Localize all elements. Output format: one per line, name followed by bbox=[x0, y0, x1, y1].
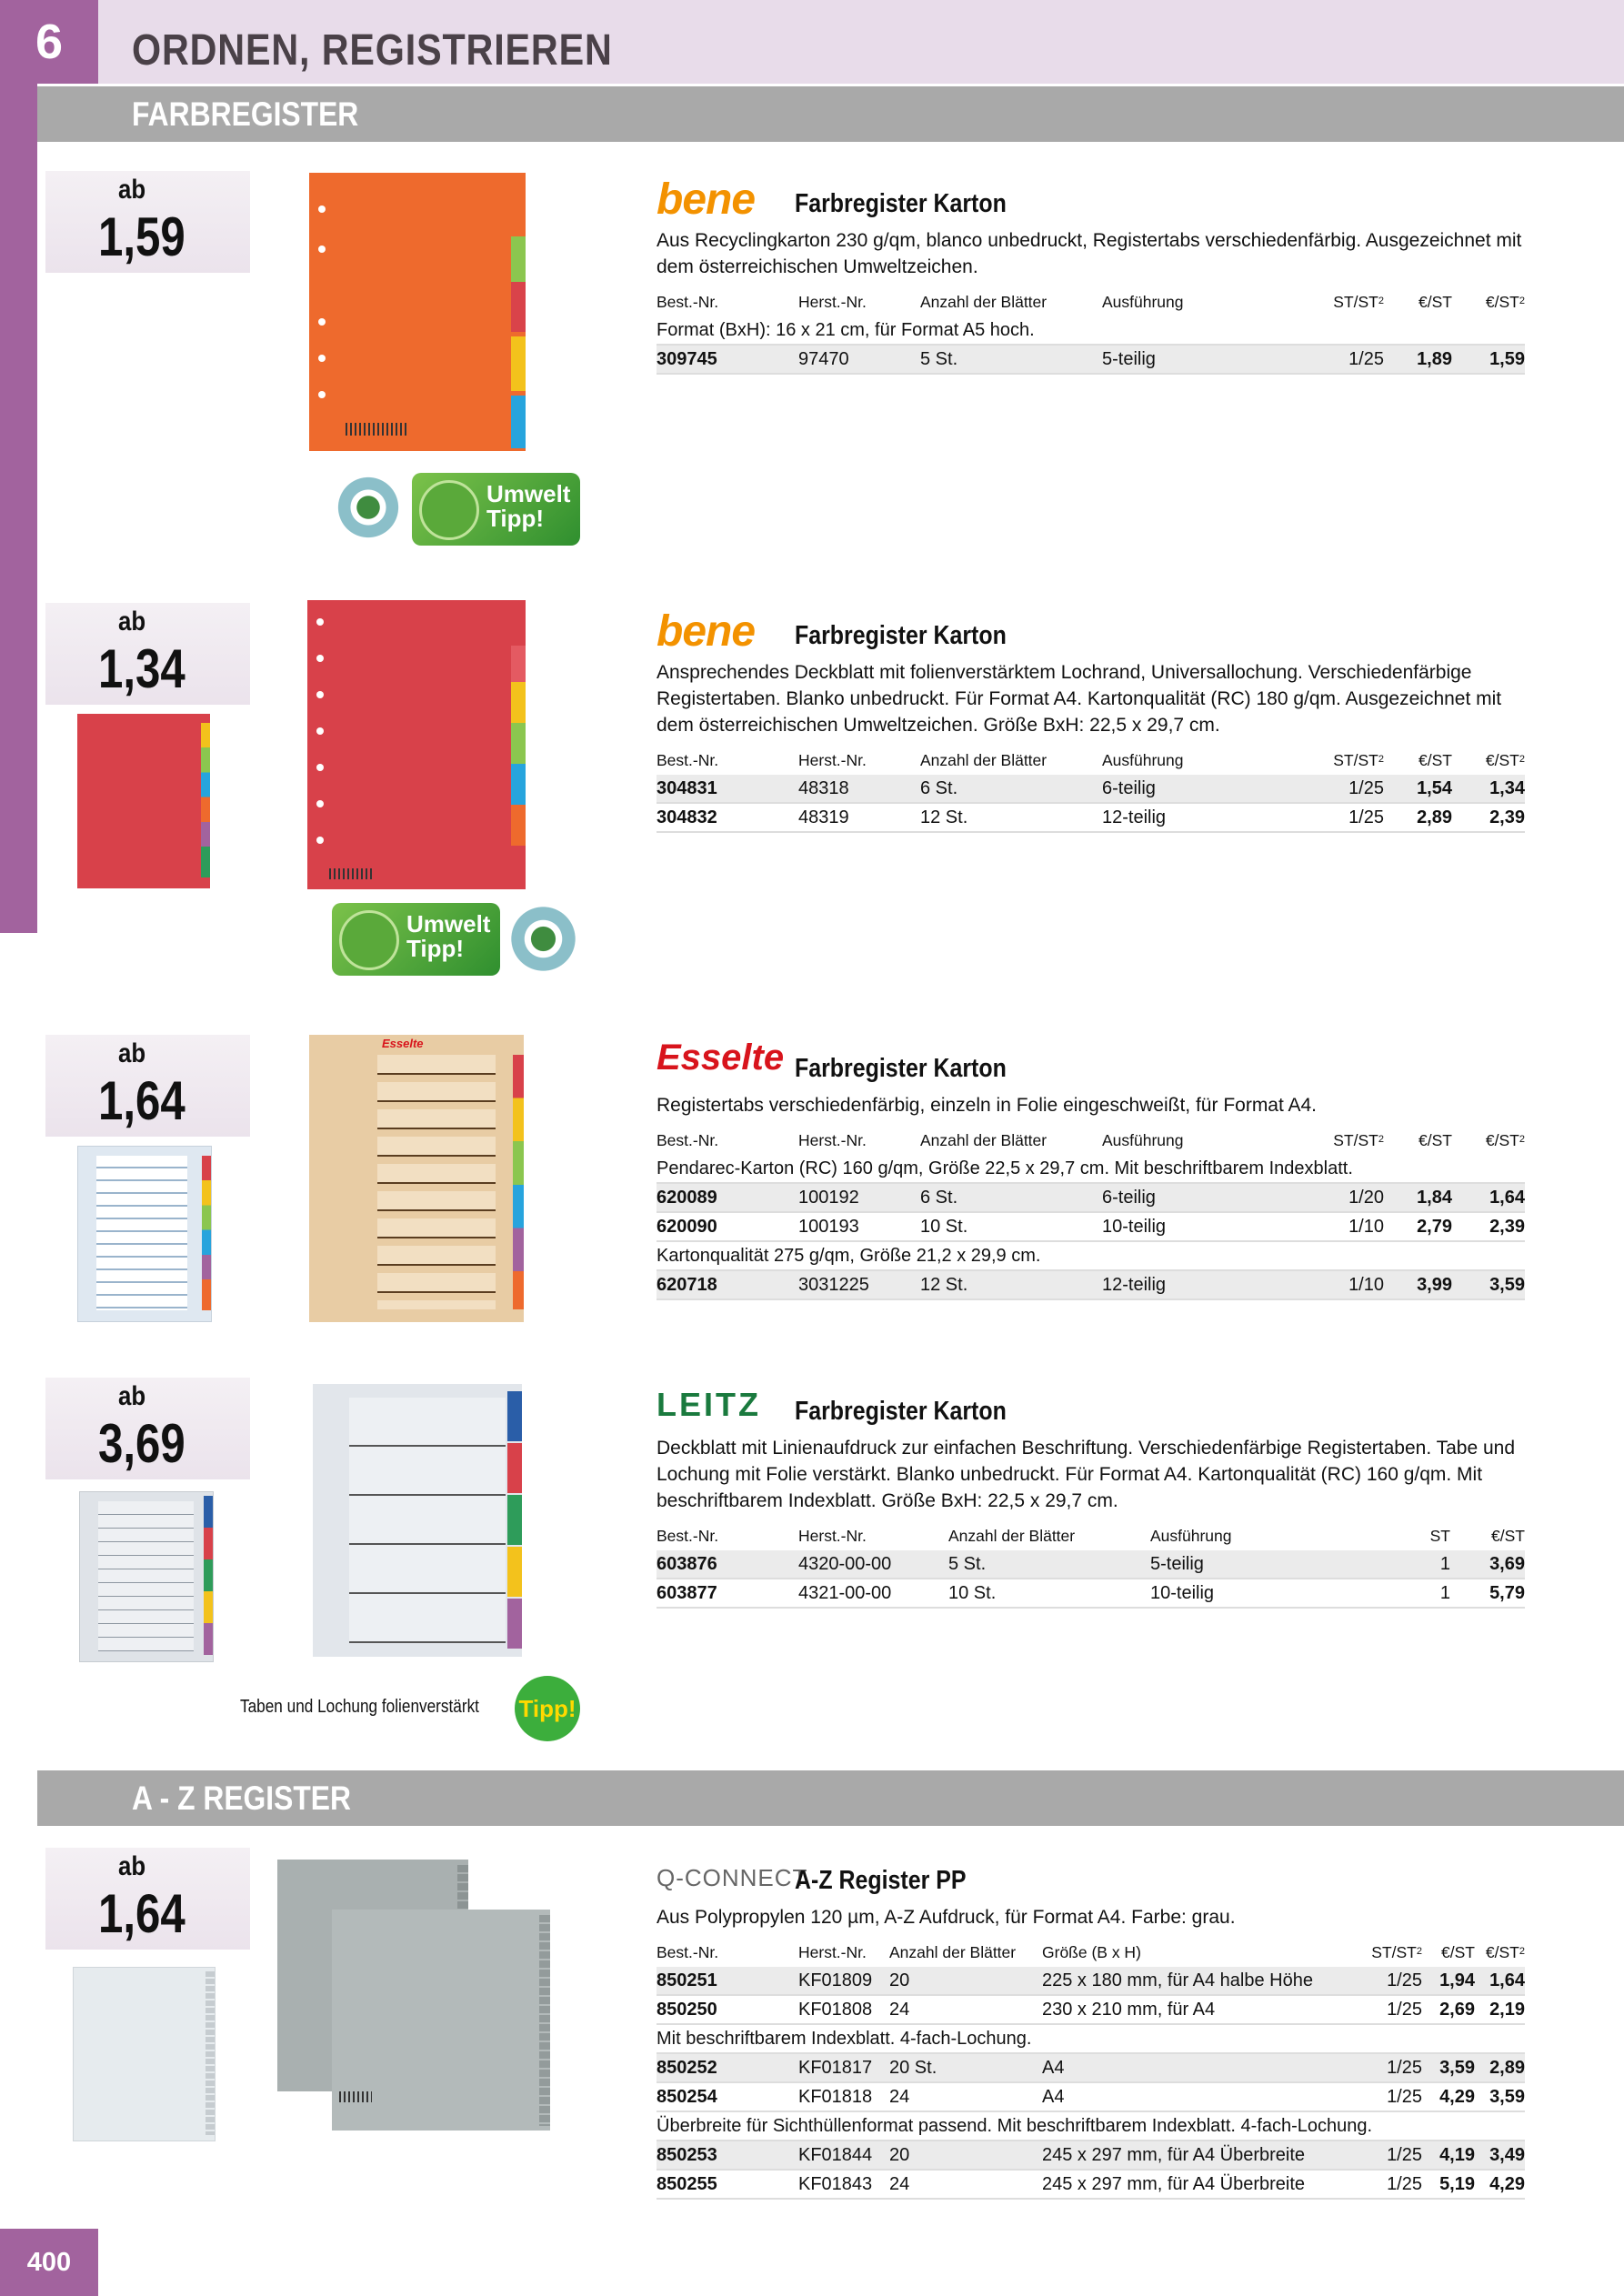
product-description: Ansprechendes Deckblatt mit folienverstärktem Lochrand, Universallochung. Verschiedenfärbige Registertaben. Blanko unbedruckt. Für Format A4. Kartonqualität (RC) 180 g/qm. Ausgezeichnet mit dem österreichischen Umweltzeichen. Größe BxH: 22,5 x 29,7 cm. bbox=[657, 662, 1502, 736]
price-box bbox=[45, 1848, 250, 1950]
table-note: Mit beschriftbarem Indexblatt. 4-fach-Lochung. bbox=[657, 2024, 1525, 2053]
product-table bbox=[657, 1521, 1525, 1609]
badge-text: Umwelt Tipp! bbox=[406, 910, 491, 962]
price-value: 1,34 bbox=[98, 638, 185, 699]
table-row: 620089 100192 6 St. 6-teilig 1/20 1,84 1,64 bbox=[657, 1183, 1525, 1212]
price-box bbox=[45, 1035, 250, 1137]
product-block bbox=[657, 601, 1525, 833]
table-row: 304832 48319 12 St. 12-teilig 1/25 2,89 2,39 bbox=[657, 803, 1525, 832]
table-header: Best.-Nr. Herst.-Nr. Anzahl der Blätter Ausführung $ST/ST^2$ €/ST $€/ST^2$ bbox=[657, 292, 1525, 311]
price-box bbox=[45, 171, 250, 273]
product-block bbox=[657, 1377, 1525, 1609]
price-box bbox=[45, 1378, 250, 1479]
check-icon bbox=[419, 480, 479, 540]
table-row: 603877 4321-00-00 10 St. 10-teilig 1 5,79 bbox=[657, 1579, 1525, 1608]
product-table bbox=[657, 287, 1525, 375]
product-table bbox=[657, 746, 1525, 833]
table-row: 309745 97470 5 St. 5-teilig 1/25 1,89 1,59 bbox=[657, 345, 1525, 374]
check-icon bbox=[339, 910, 399, 970]
product-block bbox=[657, 1846, 1525, 2200]
ecolabel-icon bbox=[505, 900, 582, 978]
badge-text: Umwelt Tipp! bbox=[486, 480, 571, 532]
table-row: 850250 KF01808 24 230 x 210 mm, für A4 1/25 2,69 2,19 bbox=[657, 1995, 1525, 2024]
table-row: 304831 48318 6 St. 6-teilig 1/25 1,54 1,34 bbox=[657, 775, 1525, 803]
table-header: Best.-Nr. Herst.-Nr. Anzahl der Blätter Ausführung ST €/ST bbox=[657, 1526, 1525, 1545]
product-image-az-register-back bbox=[332, 1910, 550, 2131]
chapter-title: ORDNEN, REGISTRIEREN bbox=[132, 26, 613, 75]
product-block bbox=[657, 169, 1525, 375]
table-row: 603876 4320-00-00 5 St. 5-teilig 1 3,69 bbox=[657, 1550, 1525, 1579]
product-title: Farbregister Karton bbox=[795, 189, 1007, 218]
price-box bbox=[45, 603, 250, 705]
price-prefix: ab bbox=[118, 1038, 146, 1068]
product-title: Farbregister Karton bbox=[795, 1054, 1007, 1083]
product-table bbox=[657, 1938, 1525, 2200]
product-image-small-register bbox=[77, 714, 210, 888]
product-title: Farbregister Karton bbox=[795, 621, 1007, 650]
price-prefix: ab bbox=[118, 175, 146, 205]
product-description: Aus Recyclingkarton 230 g/qm, blanco unbedruckt, Registertabs verschiedenfärbig. Ausgezeichnet mit dem österreichischen Umweltzeichen. bbox=[657, 230, 1522, 277]
chapter-number: 6 bbox=[0, 0, 98, 84]
price-prefix: ab bbox=[118, 607, 146, 637]
product-description: Registertabs verschiedenfärbig, einzeln in Folie eingeschweißt, für Format A4. bbox=[657, 1095, 1318, 1116]
page-number: 400 bbox=[0, 2229, 98, 2296]
product-description: Aus Polypropylen 120 µm, A-Z Aufdruck, für Format A4. Farbe: grau. bbox=[657, 1907, 1236, 1928]
table-row: 850255 KF01843 24 245 x 297 mm, für A4 Überbreite 1/25 5,19 4,29 bbox=[657, 2170, 1525, 2199]
product-table bbox=[657, 1126, 1525, 1300]
table-header: Best.-Nr. Herst.-Nr. Anzahl der Blätter Ausführung $ST/ST^2$ €/ST $€/ST^2$ bbox=[657, 1130, 1525, 1149]
product-block bbox=[657, 1034, 1525, 1300]
table-note: Pendarec-Karton (RC) 160 g/qm, Größe 22,5 x 29,7 cm. Mit beschriftbarem Indexblatt. bbox=[657, 1155, 1525, 1183]
product-image-small-register bbox=[77, 1146, 212, 1322]
brand-logo: bene bbox=[657, 607, 756, 656]
price-value: 1,64 bbox=[98, 1883, 185, 1944]
table-row: 620718 3031225 12 St. 12-teilig 1/10 3,99 3,59 bbox=[657, 1270, 1525, 1299]
product-description: Deckblatt mit Linienaufdruck zur einfachen Beschriftung. Verschiedenfärbige Registertaben. Tabe und Lochung mit Folie verstärkt. Blanko unbedruckt. Für Format A4. Kartonqualität (RC) 160 g/qm. Mit beschriftbarem Indexblatt. Größe BxH: 22,5 x 29,7 cm. bbox=[657, 1438, 1516, 1511]
section-title: FARBREGISTER bbox=[132, 95, 359, 133]
product-image-beige-register: Esselte bbox=[309, 1035, 524, 1322]
umwelt-tipp-badge bbox=[412, 473, 580, 546]
price-value: 1,64 bbox=[98, 1070, 185, 1131]
product-image-small-register bbox=[73, 1967, 216, 2141]
table-note: Kartonqualität 275 g/qm, Größe 21,2 x 29,9 cm. bbox=[657, 1241, 1525, 1270]
price-value: 1,59 bbox=[98, 206, 185, 267]
table-row: 850251 KF01809 20 225 x 180 mm, für A4 halbe Höhe 1/25 1,94 1,64 bbox=[657, 1967, 1525, 1995]
table-row: 850252 KF01817 20 St. A4 1/25 3,59 2,89 bbox=[657, 2053, 1525, 2082]
product-image-red-register bbox=[307, 600, 526, 889]
product-image-grey-register bbox=[313, 1384, 522, 1657]
tip-text: Taben und Lochung folienverstärkt bbox=[240, 1697, 479, 1717]
product-title: A-Z Register PP bbox=[795, 1866, 967, 1895]
price-prefix: ab bbox=[118, 1381, 146, 1411]
brand-logo: Q-CONNECT bbox=[657, 1864, 808, 1891]
price-value: 3,69 bbox=[98, 1413, 185, 1474]
chapter-side-strip bbox=[0, 84, 37, 933]
umwelt-tipp-badge bbox=[332, 903, 500, 976]
brand-logo: Esselte bbox=[657, 1038, 785, 1078]
tipp-badge: Tipp! bbox=[515, 1676, 580, 1741]
table-header: Best.-Nr. Herst.-Nr. Anzahl der Blätter Größe (B x H) $ST/ST^2$ €/ST $€/ST^2$ bbox=[657, 1942, 1525, 1961]
section-title: A - Z REGISTER bbox=[132, 1780, 352, 1817]
section-bar-az-register bbox=[37, 1770, 1624, 1826]
table-note: Überbreite für Sichthüllenformat passend. Mit beschriftbarem Indexblatt. 4-fach-Lochung. bbox=[657, 2111, 1525, 2141]
product-image-small-register bbox=[79, 1491, 214, 1662]
table-row: 850254 KF01818 24 A4 1/25 4,29 3,59 bbox=[657, 2082, 1525, 2111]
table-row: 850253 KF01844 20 245 x 297 mm, für A4 Überbreite 1/25 4,19 3,49 bbox=[657, 2141, 1525, 2170]
ecolabel-icon bbox=[332, 471, 405, 544]
product-title: Farbregister Karton bbox=[795, 1397, 1007, 1426]
price-prefix: ab bbox=[118, 1851, 146, 1881]
table-note: Format (BxH): 16 x 21 cm, für Format A5 hoch. bbox=[657, 316, 1525, 345]
brand-logo: LEITZ bbox=[657, 1386, 761, 1423]
product-image-orange-register bbox=[309, 173, 526, 451]
section-bar-farbregister bbox=[37, 86, 1624, 142]
table-row: 620090 100193 10 St. 10-teilig 1/10 2,79 2,39 bbox=[657, 1212, 1525, 1241]
brand-logo: bene bbox=[657, 175, 756, 224]
table-header: Best.-Nr. Herst.-Nr. Anzahl der Blätter Ausführung $ST/ST^2$ €/ST $€/ST^2$ bbox=[657, 750, 1525, 769]
